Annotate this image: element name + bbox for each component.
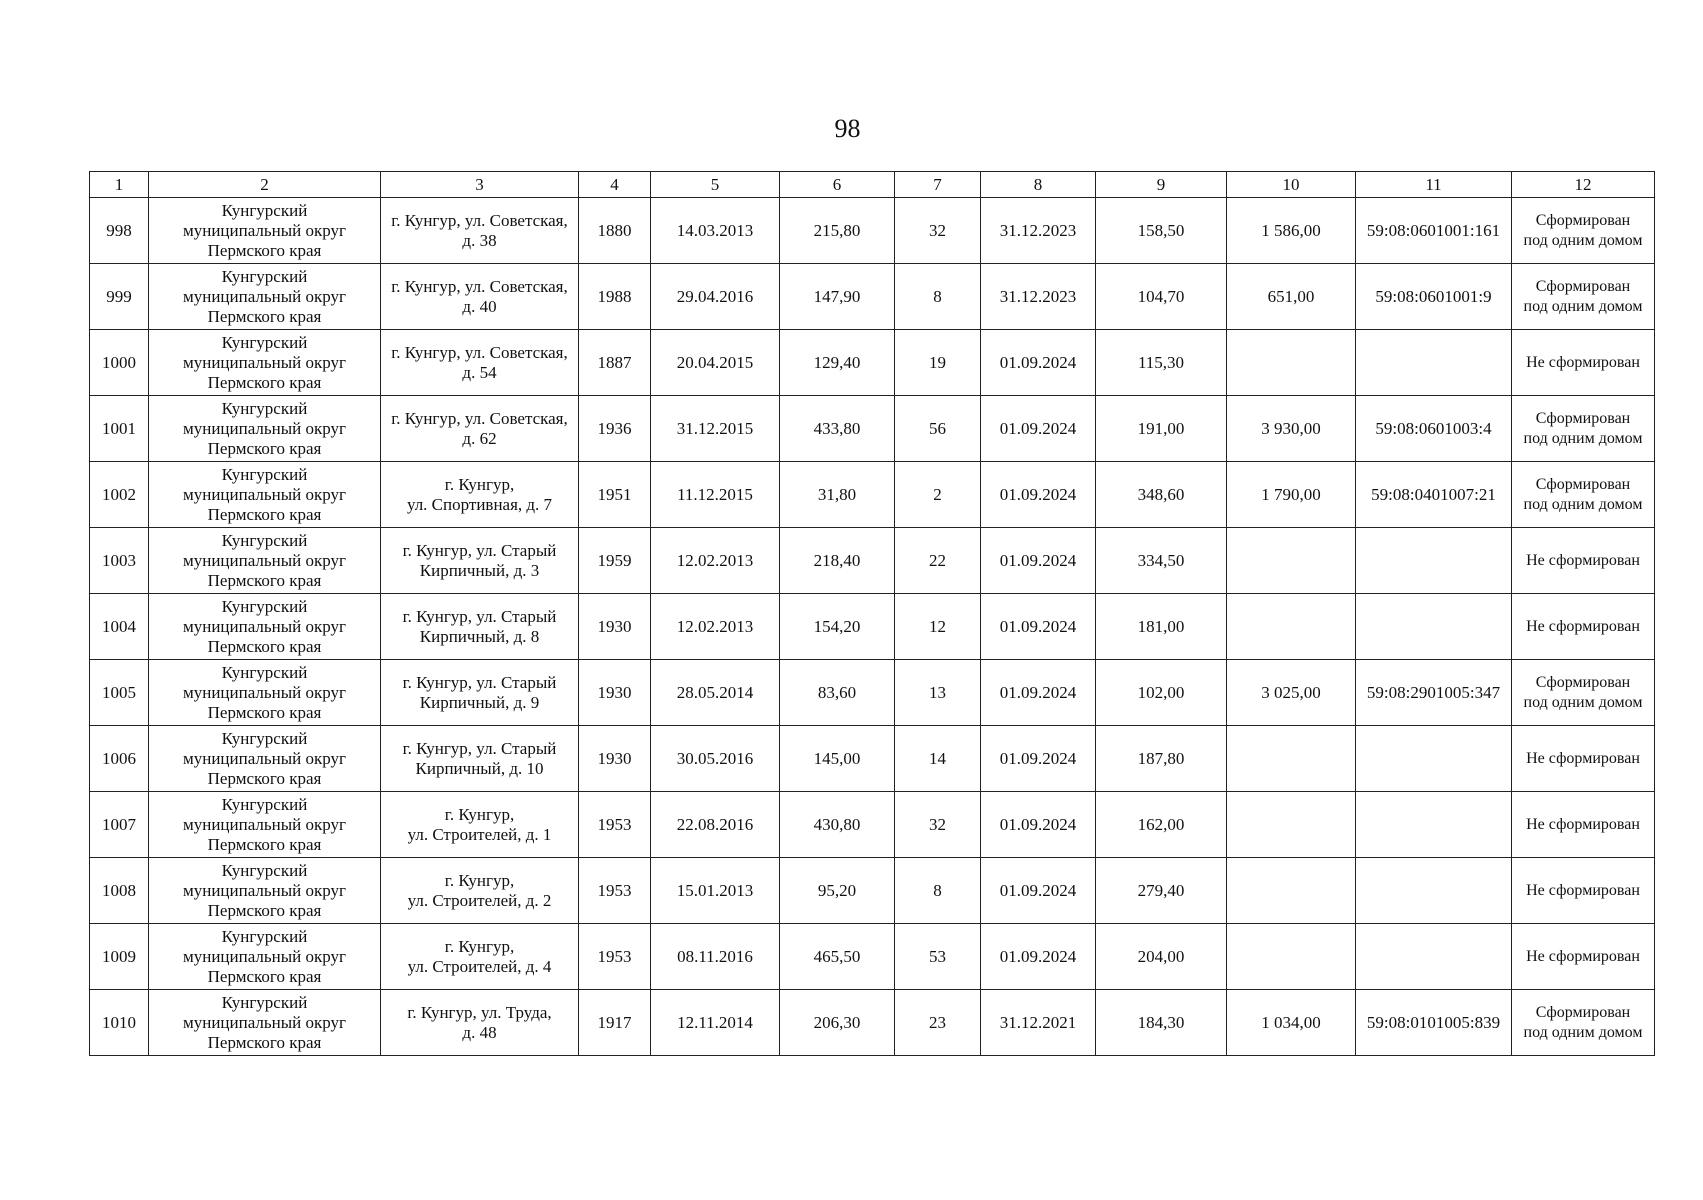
cell-deadline-date: 31.12.2023 bbox=[981, 198, 1096, 264]
cell-deadline-date: 31.12.2021 bbox=[981, 990, 1096, 1056]
cell-row-number: 1002 bbox=[90, 462, 149, 528]
cell-cadastral-number: 59:08:2901005:347 bbox=[1356, 660, 1512, 726]
cell-land-status: Сформирован под одним домом bbox=[1512, 198, 1655, 264]
cell-municipality: Кунгурский муниципальный округ Пермского края bbox=[149, 726, 381, 792]
cell-cadastral-number: 59:08:0601001:161 bbox=[1356, 198, 1512, 264]
cell-address: г. Кунгур, ул. Старый Кирпичный, д. 9 bbox=[381, 660, 579, 726]
table-row bbox=[90, 396, 1655, 462]
cell-land-area: 3 930,00 bbox=[1227, 396, 1356, 462]
cell-deadline-date: 01.09.2024 bbox=[981, 594, 1096, 660]
column-header-9: 9 bbox=[1096, 172, 1227, 198]
cell-area-2: 334,50 bbox=[1096, 528, 1227, 594]
cell-row-number: 1001 bbox=[90, 396, 149, 462]
cell-row-number: 998 bbox=[90, 198, 149, 264]
cell-land-area: 1 790,00 bbox=[1227, 462, 1356, 528]
cell-address: г. Кунгур, ул. Советская, д. 40 bbox=[381, 264, 579, 330]
cell-date: 20.04.2015 bbox=[651, 330, 780, 396]
cell-municipality: Кунгурский муниципальный округ Пермского края bbox=[149, 330, 381, 396]
cell-residents-count: 14 bbox=[895, 726, 981, 792]
cell-area: 95,20 bbox=[780, 858, 895, 924]
cell-deadline-date: 01.09.2024 bbox=[981, 792, 1096, 858]
table-row bbox=[90, 792, 1655, 858]
cell-municipality: Кунгурский муниципальный округ Пермского края bbox=[149, 858, 381, 924]
cell-area-2: 162,00 bbox=[1096, 792, 1227, 858]
cell-date: 11.12.2015 bbox=[651, 462, 780, 528]
cell-land-area: 651,00 bbox=[1227, 264, 1356, 330]
cell-date: 14.03.2013 bbox=[651, 198, 780, 264]
cell-date: 12.02.2013 bbox=[651, 594, 780, 660]
cell-land-status: Не сформирован bbox=[1512, 594, 1655, 660]
cell-date: 31.12.2015 bbox=[651, 396, 780, 462]
column-header-11: 11 bbox=[1356, 172, 1512, 198]
cell-row-number: 1003 bbox=[90, 528, 149, 594]
cell-date: 29.04.2016 bbox=[651, 264, 780, 330]
cell-area: 433,80 bbox=[780, 396, 895, 462]
cell-municipality: Кунгурский муниципальный округ Пермского края bbox=[149, 792, 381, 858]
cell-area-2: 104,70 bbox=[1096, 264, 1227, 330]
cell-date: 22.08.2016 bbox=[651, 792, 780, 858]
cell-address: г. Кунгур, ул. Советская, д. 38 bbox=[381, 198, 579, 264]
table-row bbox=[90, 990, 1655, 1056]
cell-land-area bbox=[1227, 726, 1356, 792]
cell-land-status: Не сформирован bbox=[1512, 924, 1655, 990]
housing-registry-table bbox=[89, 171, 1655, 1056]
cell-land-area bbox=[1227, 792, 1356, 858]
page-number: 98 bbox=[834, 114, 861, 143]
cell-cadastral-number bbox=[1356, 924, 1512, 990]
cell-cadastral-number: 59:08:0401007:21 bbox=[1356, 462, 1512, 528]
column-header-1: 1 bbox=[90, 172, 149, 198]
column-header-5: 5 bbox=[651, 172, 780, 198]
cell-area-2: 348,60 bbox=[1096, 462, 1227, 528]
cell-residents-count: 56 bbox=[895, 396, 981, 462]
cell-year-built: 1887 bbox=[579, 330, 651, 396]
table-row bbox=[90, 264, 1655, 330]
cell-municipality: Кунгурский муниципальный округ Пермского края bbox=[149, 924, 381, 990]
column-header-3: 3 bbox=[381, 172, 579, 198]
cell-cadastral-number bbox=[1356, 726, 1512, 792]
cell-year-built: 1936 bbox=[579, 396, 651, 462]
cell-municipality: Кунгурский муниципальный округ Пермского края bbox=[149, 462, 381, 528]
cell-residents-count: 19 bbox=[895, 330, 981, 396]
cell-municipality: Кунгурский муниципальный округ Пермского края bbox=[149, 528, 381, 594]
cell-date: 12.02.2013 bbox=[651, 528, 780, 594]
cell-year-built: 1930 bbox=[579, 726, 651, 792]
cell-land-status: Не сформирован bbox=[1512, 726, 1655, 792]
column-header-4: 4 bbox=[579, 172, 651, 198]
cell-deadline-date: 01.09.2024 bbox=[981, 660, 1096, 726]
cell-year-built: 1930 bbox=[579, 660, 651, 726]
table-row bbox=[90, 660, 1655, 726]
cell-area: 465,50 bbox=[780, 924, 895, 990]
cell-row-number: 1010 bbox=[90, 990, 149, 1056]
cell-area-2: 102,00 bbox=[1096, 660, 1227, 726]
cell-date: 08.11.2016 bbox=[651, 924, 780, 990]
table-row bbox=[90, 594, 1655, 660]
cell-address: г. Кунгур, ул. Старый Кирпичный, д. 3 bbox=[381, 528, 579, 594]
cell-cadastral-number: 59:08:0601001:9 bbox=[1356, 264, 1512, 330]
cell-municipality: Кунгурский муниципальный округ Пермского края bbox=[149, 198, 381, 264]
table-row bbox=[90, 924, 1655, 990]
cell-area: 31,80 bbox=[780, 462, 895, 528]
cell-address: г. Кунгур, ул. Советская, д. 54 bbox=[381, 330, 579, 396]
cell-cadastral-number bbox=[1356, 330, 1512, 396]
cell-land-status: Сформирован под одним домом bbox=[1512, 990, 1655, 1056]
cell-residents-count: 53 bbox=[895, 924, 981, 990]
cell-year-built: 1953 bbox=[579, 792, 651, 858]
cell-year-built: 1953 bbox=[579, 924, 651, 990]
cell-land-area: 3 025,00 bbox=[1227, 660, 1356, 726]
cell-land-area bbox=[1227, 858, 1356, 924]
cell-residents-count: 32 bbox=[895, 792, 981, 858]
cell-area: 215,80 bbox=[780, 198, 895, 264]
column-header-2: 2 bbox=[149, 172, 381, 198]
cell-residents-count: 32 bbox=[895, 198, 981, 264]
cell-land-status: Сформирован под одним домом bbox=[1512, 396, 1655, 462]
cell-row-number: 999 bbox=[90, 264, 149, 330]
cell-row-number: 1000 bbox=[90, 330, 149, 396]
cell-address: г. Кунгур, ул. Строителей, д. 1 bbox=[381, 792, 579, 858]
cell-area-2: 184,30 bbox=[1096, 990, 1227, 1056]
cell-year-built: 1930 bbox=[579, 594, 651, 660]
cell-deadline-date: 01.09.2024 bbox=[981, 528, 1096, 594]
cell-date: 30.05.2016 bbox=[651, 726, 780, 792]
cell-deadline-date: 31.12.2023 bbox=[981, 264, 1096, 330]
cell-row-number: 1007 bbox=[90, 792, 149, 858]
cell-deadline-date: 01.09.2024 bbox=[981, 858, 1096, 924]
cell-date: 15.01.2013 bbox=[651, 858, 780, 924]
cell-land-status: Не сформирован bbox=[1512, 792, 1655, 858]
cell-land-area: 1 586,00 bbox=[1227, 198, 1356, 264]
cell-year-built: 1951 bbox=[579, 462, 651, 528]
cell-row-number: 1006 bbox=[90, 726, 149, 792]
column-header-6: 6 bbox=[780, 172, 895, 198]
cell-row-number: 1005 bbox=[90, 660, 149, 726]
cell-municipality: Кунгурский муниципальный округ Пермского края bbox=[149, 264, 381, 330]
cell-residents-count: 23 bbox=[895, 990, 981, 1056]
cell-land-area bbox=[1227, 528, 1356, 594]
cell-residents-count: 12 bbox=[895, 594, 981, 660]
cell-land-area bbox=[1227, 924, 1356, 990]
table-row bbox=[90, 858, 1655, 924]
cell-year-built: 1959 bbox=[579, 528, 651, 594]
cell-date: 12.11.2014 bbox=[651, 990, 780, 1056]
cell-area: 83,60 bbox=[780, 660, 895, 726]
cell-cadastral-number bbox=[1356, 858, 1512, 924]
column-header-10: 10 bbox=[1227, 172, 1356, 198]
cell-row-number: 1008 bbox=[90, 858, 149, 924]
cell-address: г. Кунгур, ул. Старый Кирпичный, д. 10 bbox=[381, 726, 579, 792]
cell-deadline-date: 01.09.2024 bbox=[981, 924, 1096, 990]
cell-year-built: 1988 bbox=[579, 264, 651, 330]
column-number-header-row bbox=[90, 172, 1655, 198]
cell-address: г. Кунгур, ул. Спортивная, д. 7 bbox=[381, 462, 579, 528]
cell-deadline-date: 01.09.2024 bbox=[981, 330, 1096, 396]
table-row bbox=[90, 726, 1655, 792]
cell-row-number: 1004 bbox=[90, 594, 149, 660]
column-header-12: 12 bbox=[1512, 172, 1655, 198]
column-header-8: 8 bbox=[981, 172, 1096, 198]
cell-deadline-date: 01.09.2024 bbox=[981, 396, 1096, 462]
cell-area-2: 204,00 bbox=[1096, 924, 1227, 990]
cell-year-built: 1917 bbox=[579, 990, 651, 1056]
column-header-7: 7 bbox=[895, 172, 981, 198]
cell-land-status: Не сформирован bbox=[1512, 528, 1655, 594]
cell-year-built: 1953 bbox=[579, 858, 651, 924]
cell-address: г. Кунгур, ул. Старый Кирпичный, д. 8 bbox=[381, 594, 579, 660]
cell-residents-count: 8 bbox=[895, 264, 981, 330]
cell-area: 206,30 bbox=[780, 990, 895, 1056]
cell-row-number: 1009 bbox=[90, 924, 149, 990]
cell-area-2: 115,30 bbox=[1096, 330, 1227, 396]
cell-land-status: Сформирован под одним домом bbox=[1512, 462, 1655, 528]
table-row bbox=[90, 198, 1655, 264]
cell-municipality: Кунгурский муниципальный округ Пермского края bbox=[149, 594, 381, 660]
cell-cadastral-number bbox=[1356, 528, 1512, 594]
cell-land-status: Сформирован под одним домом bbox=[1512, 660, 1655, 726]
cell-year-built: 1880 bbox=[579, 198, 651, 264]
cell-land-area: 1 034,00 bbox=[1227, 990, 1356, 1056]
cell-area: 154,20 bbox=[780, 594, 895, 660]
cell-date: 28.05.2014 bbox=[651, 660, 780, 726]
cell-residents-count: 22 bbox=[895, 528, 981, 594]
cell-area-2: 158,50 bbox=[1096, 198, 1227, 264]
table-row bbox=[90, 330, 1655, 396]
cell-address: г. Кунгур, ул. Строителей, д. 2 bbox=[381, 858, 579, 924]
cell-land-status: Не сформирован bbox=[1512, 858, 1655, 924]
cell-area: 145,00 bbox=[780, 726, 895, 792]
cell-area-2: 191,00 bbox=[1096, 396, 1227, 462]
cell-deadline-date: 01.09.2024 bbox=[981, 726, 1096, 792]
cell-municipality: Кунгурский муниципальный округ Пермского края bbox=[149, 396, 381, 462]
table-row bbox=[90, 528, 1655, 594]
cell-municipality: Кунгурский муниципальный округ Пермского края bbox=[149, 990, 381, 1056]
table-row bbox=[90, 462, 1655, 528]
cell-cadastral-number bbox=[1356, 594, 1512, 660]
cell-address: г. Кунгур, ул. Строителей, д. 4 bbox=[381, 924, 579, 990]
cell-address: г. Кунгур, ул. Труда, д. 48 bbox=[381, 990, 579, 1056]
table-body bbox=[90, 198, 1655, 1056]
cell-cadastral-number bbox=[1356, 792, 1512, 858]
cell-cadastral-number: 59:08:0101005:839 bbox=[1356, 990, 1512, 1056]
cell-land-area bbox=[1227, 594, 1356, 660]
cell-residents-count: 2 bbox=[895, 462, 981, 528]
cell-residents-count: 13 bbox=[895, 660, 981, 726]
cell-area-2: 187,80 bbox=[1096, 726, 1227, 792]
cell-area: 147,90 bbox=[780, 264, 895, 330]
cell-area: 129,40 bbox=[780, 330, 895, 396]
cell-area-2: 279,40 bbox=[1096, 858, 1227, 924]
cell-land-status: Не сформирован bbox=[1512, 330, 1655, 396]
cell-deadline-date: 01.09.2024 bbox=[981, 462, 1096, 528]
cell-municipality: Кунгурский муниципальный округ Пермского края bbox=[149, 660, 381, 726]
cell-area-2: 181,00 bbox=[1096, 594, 1227, 660]
cell-land-status: Сформирован под одним домом bbox=[1512, 264, 1655, 330]
cell-residents-count: 8 bbox=[895, 858, 981, 924]
cell-address: г. Кунгур, ул. Советская, д. 62 bbox=[381, 396, 579, 462]
cell-area: 218,40 bbox=[780, 528, 895, 594]
cell-area: 430,80 bbox=[780, 792, 895, 858]
cell-land-area bbox=[1227, 330, 1356, 396]
cell-cadastral-number: 59:08:0601003:4 bbox=[1356, 396, 1512, 462]
